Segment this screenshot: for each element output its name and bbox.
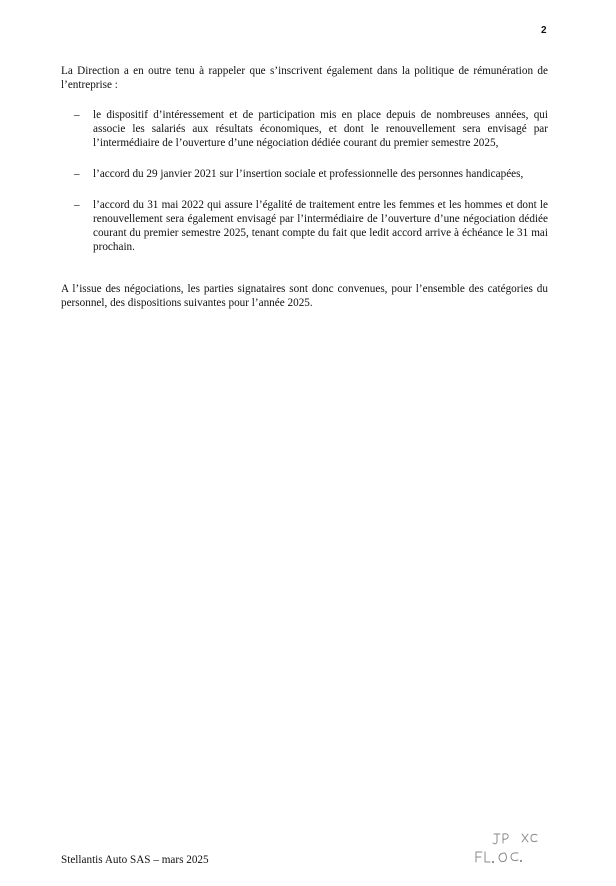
intro-paragraph: La Direction a en outre tenu à rappeler que s’inscrivent également dans la politique de rémunération de l’entreprise : [61, 65, 548, 91]
list-item-text: l’accord du 31 mai 2022 qui assure l’égalité de traitement entre les femmes et les hommes et dont le renouvellement sera également envisagé par l’intermédiaire de l’ouverture d’une négociation dédiée courant du premier semestre 2025, tenant compte du fait que ledit accord arrive à échéance le 31 mai prochain. [93, 199, 548, 253]
page-number: 2 [541, 25, 547, 36]
list-item [61, 108, 548, 150]
list-dash: – [74, 199, 80, 211]
list-dash: – [74, 168, 80, 180]
closing-paragraph: A l’issue des négociations, les parties signataires sont donc convenues, pour l’ensemble des catégories du personnel, des dispositions suivantes pour l’année 2025. [61, 283, 548, 309]
list-item [61, 167, 548, 181]
list-dash: – [74, 109, 80, 121]
policy-list [61, 108, 548, 254]
list-item-text: le dispositif d’intéressement et de participation mis en place depuis de nombreuses années, qui associe les salariés aux résultats économiques, et dont le renouvellement sera envisagé par l’intermédiaire de l’ouverture d’une négociation dédiée courant du premier semestre 2025, [93, 109, 548, 149]
footer-text: Stellantis Auto SAS – mars 2025 [61, 854, 209, 866]
list-item [61, 198, 548, 254]
document-body [61, 64, 548, 310]
list-item-text: l’accord du 29 janvier 2021 sur l’insertion sociale et professionnelle des personnes handicapées, [93, 168, 524, 180]
handwritten-initials [470, 828, 550, 868]
